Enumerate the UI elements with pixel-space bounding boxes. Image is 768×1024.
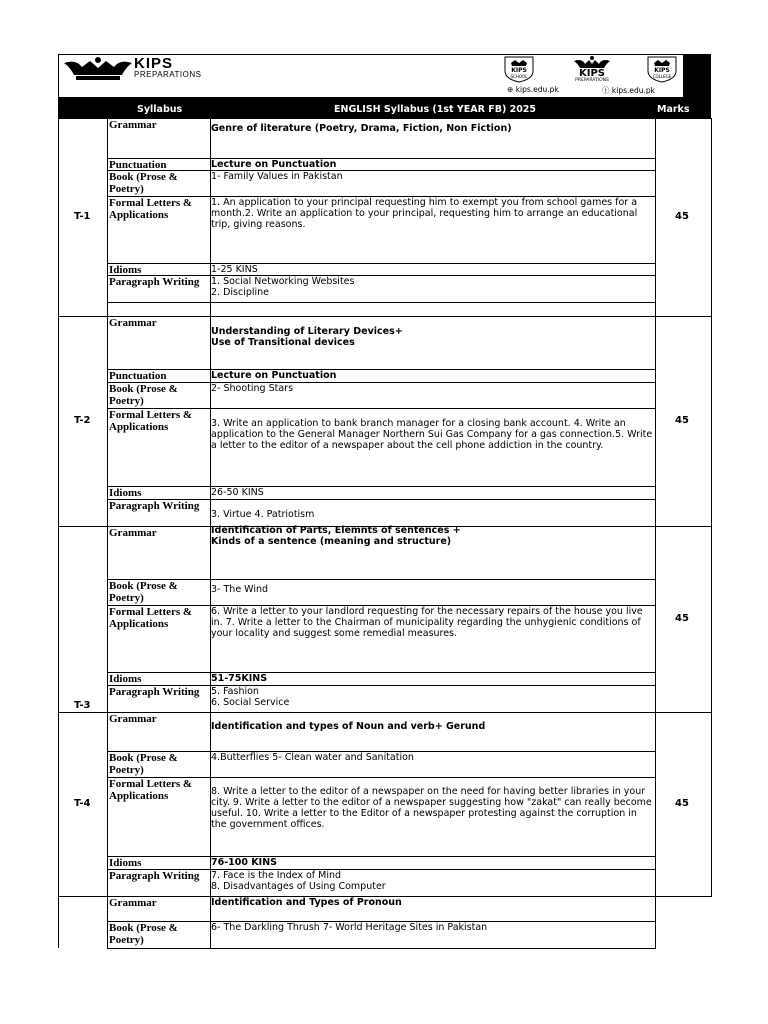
marks-value: 45	[675, 798, 689, 809]
section-top-border	[58, 712, 712, 713]
row-content: 5. Fashion 6. Social Service	[211, 686, 290, 708]
row-content: Identification and Types of Pronoun	[211, 897, 402, 908]
row-label: Paragraph Writing	[109, 870, 200, 882]
center-logo-name: KIPS	[578, 68, 605, 79]
term-id: T-3	[74, 700, 91, 711]
row-label: Formal Letters & Applications	[109, 197, 193, 221]
row-content: 51-75KINS	[211, 673, 268, 684]
row-label: Formal Letters & Applications	[109, 606, 193, 630]
row-content: 76-100 KINS	[211, 857, 277, 868]
row-label: Idioms	[109, 264, 142, 276]
college-logo-sub: COLLEGE	[652, 74, 672, 79]
row-label: Formal Letters & Applications	[109, 409, 193, 433]
section-right-border	[711, 316, 712, 526]
row-label: Paragraph Writing	[109, 276, 200, 288]
row-content: 3. Write an application to bank branch manager for a closing bank account. 4. Write an application to the General Manager Northern Sui Gas Company for a gas connection.5. Write a letter to the editor of a newspaper about the cell phone addiction in the country.	[211, 418, 653, 451]
row-label: Grammar	[109, 897, 157, 909]
globe-icon: ⊕	[507, 85, 514, 94]
section-left-border	[58, 118, 59, 316]
school-logo-sub: SCHOOL	[510, 74, 528, 79]
row-label: Idioms	[109, 857, 142, 869]
facebook-icon: ⓕ	[602, 86, 610, 95]
row-label: Grammar	[109, 713, 157, 725]
website-1-text: kips.edu.pk	[515, 85, 559, 94]
row-content: Understanding of Literary Devices+ Use of Transitional devices	[211, 326, 403, 348]
row-label: Paragraph Writing	[109, 500, 200, 512]
row-content: 1-25 KINS	[211, 264, 258, 275]
row-content: 1- Family Values in Pakistan	[211, 171, 343, 182]
brand-name: KIPS	[134, 55, 174, 72]
row-label: Punctuation	[109, 370, 167, 382]
row-label: Punctuation	[109, 159, 167, 171]
row-label: Grammar	[109, 317, 157, 329]
row-label: Idioms	[109, 487, 142, 499]
marks-col-border	[655, 316, 656, 526]
section-left-border	[58, 526, 59, 712]
header-syllabus: Syllabus	[137, 104, 183, 115]
table-bottom-border	[107, 948, 656, 949]
college-logo-name: KIPS	[654, 67, 670, 74]
row-label: Paragraph Writing	[109, 686, 200, 698]
label-col-border	[107, 118, 108, 316]
row-content: 26-50 KINS	[211, 487, 264, 498]
row-content: 3. Virtue 4. Patriotism	[211, 509, 315, 520]
row-content: 1. An application to your principal requesting him to exempt you from school games for a month.2. Write an application to your principal, requesting him to arrange an educational trip, giving reasons.	[211, 197, 638, 230]
row-content: Lecture on Punctuation	[211, 159, 337, 170]
row-content: 7. Face is the Index of Mind 8. Disadvantages of Using Computer	[211, 870, 386, 892]
row-label: Book (Prose & Poetry)	[109, 752, 178, 776]
row-content: 1. Social Networking Websites 2. Discipline	[211, 276, 355, 298]
row-label: Grammar	[109, 119, 157, 131]
section-left-border	[58, 712, 59, 896]
center-logo-sub: PREPARATIONS	[575, 78, 609, 83]
section-right-border	[711, 118, 712, 316]
row-content: 4.Butterflies 5- Clean water and Sanitation	[211, 752, 414, 763]
row-content: 6- The Darkling Thrush 7- World Heritage Sites in Pakistan	[211, 922, 488, 933]
row-label: Book (Prose & Poetry)	[109, 922, 178, 946]
row-content: 6. Write a letter to your landlord requesting for the necessary repairs of the house you live in. 7. Write a letter to the Chairman of municipality regarding the unhygienic conditions of your locality and suggest some remedial measures.	[211, 606, 643, 639]
content-right-border	[655, 896, 656, 948]
marks-value: 45	[675, 613, 689, 624]
term-id: T-2	[74, 415, 91, 426]
row-content: 2- Shooting Stars	[211, 383, 294, 394]
label-col-border	[107, 316, 108, 526]
term-id: T-1	[74, 211, 91, 222]
row-content: Lecture on Punctuation	[211, 370, 337, 381]
row-content: Identification of Parts, Elemnts of sentences + Kinds of a sentence (meaning and structure)	[211, 525, 461, 547]
marks-col-border	[655, 118, 656, 316]
section-left-border	[58, 316, 59, 526]
marks-value: 45	[675, 415, 689, 426]
row-label: Book (Prose & Poetry)	[109, 580, 178, 604]
row-content: Genre of literature (Poetry, Drama, Fiction, Non Fiction)	[211, 123, 512, 134]
row-label: Formal Letters & Applications	[109, 778, 193, 802]
row-content: Identification and types of Noun and verb+ Gerund	[211, 721, 486, 732]
term-id: T-4	[74, 798, 91, 809]
row-label: Book (Prose & Poetry)	[109, 171, 178, 195]
row-content: 3- The Wind	[211, 584, 269, 595]
row-label: Grammar	[109, 527, 157, 539]
brand-sub: PREPARATIONS	[134, 70, 202, 79]
label-col-border	[107, 896, 108, 948]
section-right-border	[711, 526, 712, 712]
section-right-border	[711, 712, 712, 896]
header-marks: Marks	[657, 104, 690, 115]
row-divider	[107, 302, 656, 303]
row-label: Book (Prose & Poetry)	[109, 383, 178, 407]
school-logo-name: KIPS	[511, 67, 527, 74]
marks-value: 45	[675, 211, 689, 222]
website-2-text: kips.edu.pk	[611, 86, 655, 95]
header-title: ENGLISH Syllabus (1st YEAR FB) 2025	[334, 104, 537, 115]
row-label: Idioms	[109, 673, 142, 685]
section-left-border	[58, 896, 59, 948]
row-content: 8. Write a letter to the editor of a newspaper on the need for having better libraries in your city. 9. Write a letter to the editor of a newspaper suggesting how "zakat" can really become useful. 10. Write a letter to the Editor of a newspaper protesting against the corruption in the government offices.	[211, 786, 652, 830]
